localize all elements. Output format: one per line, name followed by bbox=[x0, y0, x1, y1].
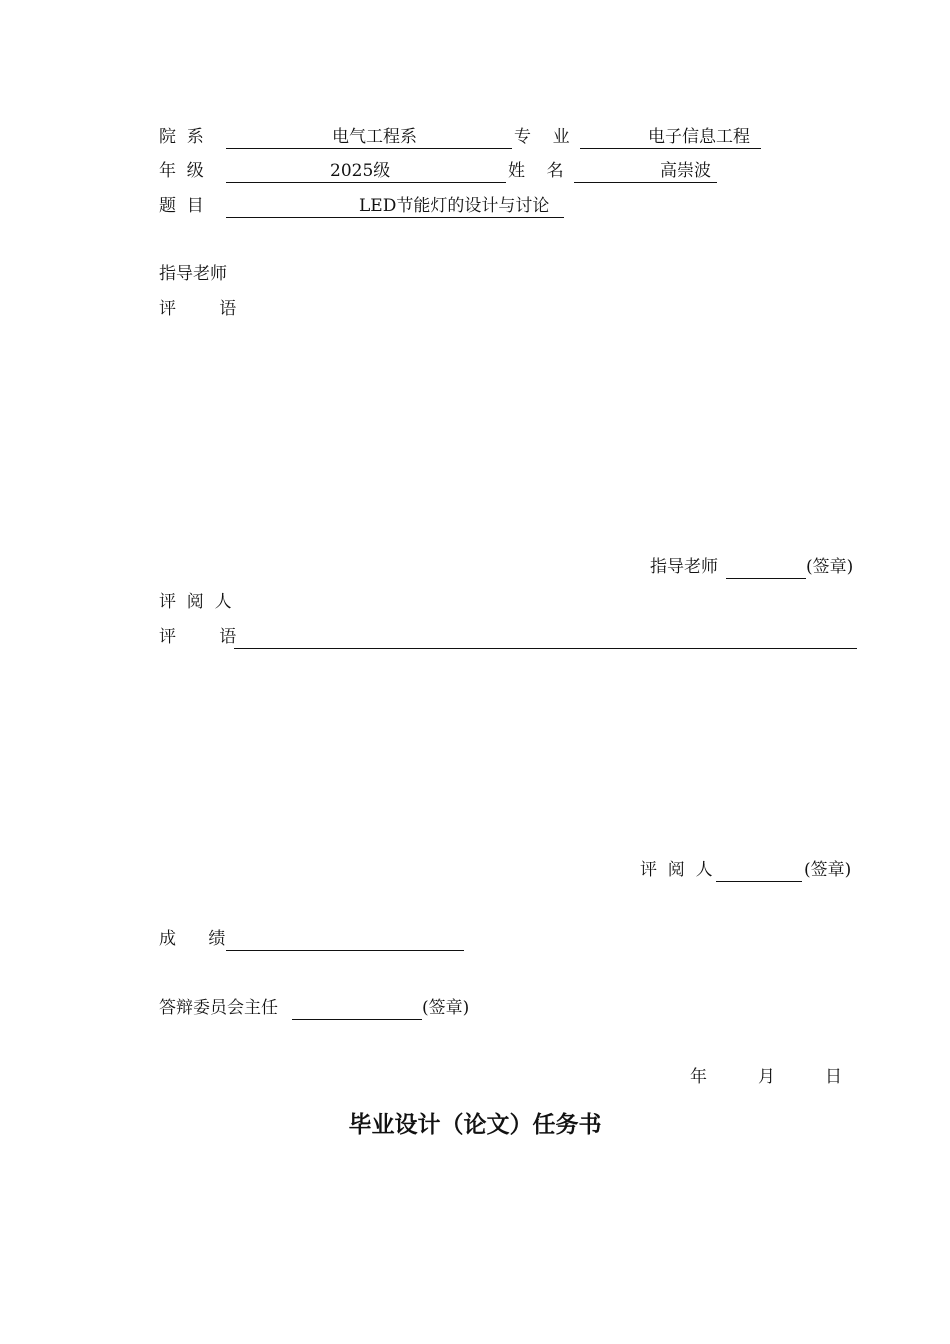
dept-field[interactable] bbox=[226, 126, 512, 149]
name-label: 姓 名 bbox=[508, 161, 564, 181]
topic-label: 题 目 bbox=[159, 196, 204, 216]
topic-value: LED节能灯的设计与讨论 bbox=[359, 196, 550, 216]
advisor-comment-label: 评 语 bbox=[159, 299, 237, 319]
reviewer-sign-label: 评 阅 人 bbox=[640, 860, 713, 880]
major-label: 专 业 bbox=[514, 127, 570, 147]
score-label: 成 绩 bbox=[159, 929, 226, 949]
dept-value: 电气工程系 bbox=[332, 127, 417, 147]
grade-label: 年 级 bbox=[159, 161, 204, 181]
advisor-sign-label: 指导老师 bbox=[650, 557, 718, 577]
reviewer-seal: (签章) bbox=[804, 860, 852, 880]
date-month: 月 bbox=[758, 1067, 775, 1087]
date-day: 日 bbox=[825, 1067, 842, 1087]
advisor-label: 指导老师 bbox=[159, 264, 227, 284]
grade-value: 2025级 bbox=[330, 161, 391, 181]
reviewer-comment-field[interactable] bbox=[234, 626, 857, 649]
reviewer-sign-field[interactable] bbox=[716, 859, 802, 882]
name-field[interactable] bbox=[574, 160, 717, 183]
reviewer-label: 评 阅 人 bbox=[159, 592, 232, 612]
grade-field[interactable] bbox=[226, 160, 506, 183]
committee-sign-field[interactable] bbox=[292, 997, 422, 1020]
score-field[interactable] bbox=[226, 928, 464, 951]
committee-label: 答辩委员会主任 bbox=[159, 998, 278, 1018]
committee-seal: (签章) bbox=[422, 998, 470, 1018]
date-year: 年 bbox=[690, 1067, 707, 1087]
major-value: 电子信息工程 bbox=[648, 127, 750, 147]
advisor-seal: (签章) bbox=[806, 557, 854, 577]
dept-label: 院 系 bbox=[159, 127, 204, 147]
advisor-sign-field[interactable] bbox=[726, 556, 806, 579]
name-value: 高崇波 bbox=[660, 161, 711, 181]
topic-field[interactable] bbox=[226, 195, 564, 218]
reviewer-comment-label: 评 语 bbox=[159, 627, 237, 647]
major-field[interactable] bbox=[580, 126, 761, 149]
task-book-title: 毕业设计（论文）任务书 bbox=[348, 1112, 602, 1138]
